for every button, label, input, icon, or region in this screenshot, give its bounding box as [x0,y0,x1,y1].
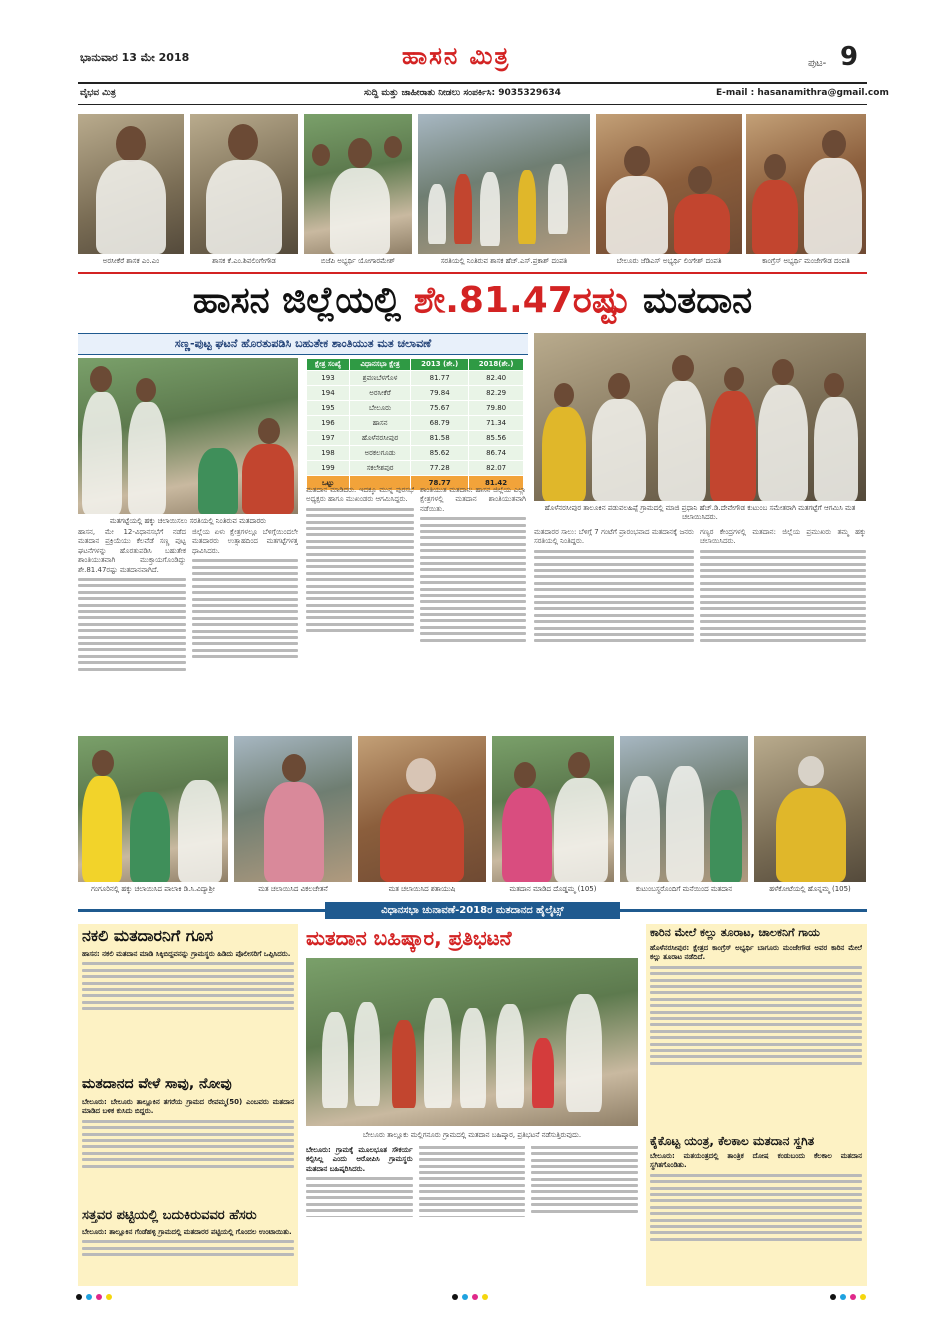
mid-photo-5 [620,736,748,882]
cell-2018: 71.34 [469,416,524,431]
top-caption-3: ಬಿಜೆಪಿ ಅಭ್ಯರ್ಥಿ ಯೋಗಾರಮೇಶ್ [320,257,396,265]
top-caption-6: ಕಾಂಗ್ರೆಸ್ ಅಭ್ಯರ್ಥಿ ಮಂಜೇಗೌಡ ದಂಪತಿ [762,257,850,265]
mid-caption-6: ಹಳೆಕೋಟೆಯಲ್ಲಿ ಹೊನ್ನಮ್ಮ (105) [769,885,851,893]
header-rule [78,82,867,84]
results-header-row [307,359,524,371]
top-caption-4: ಸರತಿಯಲ್ಲಿ ನಿಂತಿರುವ ಶಾಸಕ ಹೆಚ್.ಎಸ್.ಪ್ರಕಾಶ್ ದಂಪತಿ [440,257,568,265]
dead-list-text [82,1228,294,1284]
mid-caption-2: ಮತ ಚಲಾಯಿಸಿದ ವಿಕಲಚೇತನೆ [258,885,328,893]
death-text-span: ಬೇಲೂರು: ಬೇಲೂರು ತಾಲ್ಲೂಕಿನ ತಗರೆಯ ಗ್ರಾಮದ ರೇವಮ್ಮ(50) ಎಂಬವರು ಮತದಾನ ಮಾಡಿದ ಬಳಿಕ ಕುಸಿದು ಬಿದ್ದರು. [82,1098,294,1116]
table-row [307,386,524,401]
cell-total-2018: 81.42 [469,476,524,491]
left-tag: ವೈಭವ ಮಿತ್ರ [80,88,116,98]
cell-name: ಶ್ರವಣಬೆಳಗೊಳ [349,371,410,386]
header-date: ಭಾನುವಾರ 13 ಮೇ 2018 [80,51,190,64]
dead-list-headline: ಸತ್ತವರ ಪಟ್ಟಿಯಲ್ಲಿ ಬದುಕಿರುವವರ ಹೆಸರು [82,1208,257,1223]
page-number: 9 [840,42,859,72]
main-headline [78,278,867,324]
header-rule-2 [78,104,867,105]
header-2013: 2013 (ಶೇ.) [411,359,469,371]
cell-2013: 79.84 [411,386,469,401]
table-row [307,431,524,446]
top-photo-3 [304,114,412,254]
top-caption-1: ಅರಸೀಕೆರೆ ಶಾಸಕ ಎಂ.ಎಂ [102,257,160,265]
cell-2018: 82.40 [469,371,524,386]
header-constituency-no: ಕ್ಷೇತ್ರ ಸಂಖ್ಯೆ [307,359,350,371]
reg-dot [96,1294,102,1300]
stone-pelting-text-span: ಹೊಳೆನರಸೀಪುರ: ಕ್ಷೇತ್ರದ ಕಾಂಗ್ರೆಸ್ ಅಭ್ಯರ್ಥಿ ಬಾಗೂರು ಮಂಜೇಗೌಡ ಅವರ ಕಾರಿನ ಮೇಲೆ ಕಲ್ಲು ತೂರಾಟ ನಡೆದಿದೆ. [650,944,862,962]
headline-rule-top [78,272,867,274]
article-col-2-text: ಜಿಲ್ಲೆಯ ಏಳು ಕ್ಷೇತ್ರಗಳಲ್ಲೂ ಬೆಳಿಗ್ಗೆಯಿಂದಲೇ ಮತದಾರರು ಉತ್ಸಾಹದಿಂದ ಮತಗಟ್ಟೆಗಳತ್ತ ಧಾವಿಸಿದರು. [192,528,298,555]
right-photo-caption: ಹೊಳೆನರಸೀಪುರ ತಾಲೂಕಿನ ಪಡುವಲಹಿಪ್ಪೆ ಗ್ರಾಮದಲ್ಲಿ ಮಾಜಿ ಪ್ರಧಾನಿ ಹೆಚ್.ಡಿ.ದೇವೇಗೌಡ ಕುಟುಂಬ ಸಮೇತರಾಗಿ ಮತಗಟ್ಟೆಗೆ ಆಗಮಿಸಿ ಮತ ಚಲಾಯಿಸಿದರು. [544,504,856,521]
cell-no: 195 [307,401,350,416]
article-col-5-text: ಮತದಾರರ ಸಾಲು: ಬೆಳಿಗ್ಗೆ 7 ಗಂಟೆಗೆ ಪ್ರಾರಂಭವಾದ ಮತದಾನಕ್ಕೆ ಜನರು ಸರತಿಯಲ್ಲಿ ನಿಂತಿದ್ದರು. [534,528,694,546]
left-photo-caption: ಮತಗಟ್ಟೆಯಲ್ಲಿ ಹಕ್ಕು ಚಲಾಯಿಸಲು ಸರತಿಯಲ್ಲಿ ನಿಂತಿರುವ ಮತದಾರರು [109,517,267,525]
cell-2013: 77.28 [411,461,469,476]
top-photo-1 [78,114,184,254]
reg-dot [452,1294,458,1300]
mid-photo-4 [492,736,614,882]
mid-photo-1 [78,736,228,882]
cell-total-2013: 78.77 [411,476,469,491]
top-photo-6 [746,114,866,254]
headline-part-3: ರಷ್ಟು [572,280,631,321]
reg-dot [860,1294,866,1300]
contact-line: ಸುದ್ದಿ ಮತ್ತು ಜಾಹೀರಾತು ನೀಡಲು ಸಂಪರ್ಕಿಸಿ: 9035329634 [364,88,561,98]
cell-2013: 85.62 [411,446,469,461]
article-col-1-text: ಹಾಸನ, ಮೇ 12-ವಿಧಾನಸಭೆಗೆ ನಡೆದ ಮತದಾನ ಪ್ರಕ್ರಿಯೆಯು ಕೆಲವೆಡೆ ಸಣ್ಣ ಪುಟ್ಟ ಘಟನೆಗಳನ್ನು ಹೊರತುಪಡಿಸಿ ಬಹುತೇಕ ಶಾಂತಿಯುತವಾಗಿ ಮುಕ್ತಾಯಗೊಂಡಿದ್ದು ಶೇ.81.47ರಷ್ಟು ಮತದಾನವಾಗಿದೆ. [78,528,186,574]
stone-pelting-text [650,944,862,1130]
stone-pelting-headline: ಕಾರಿನ ಮೇಲೆ ಕಲ್ಲು ತೂರಾಟ, ಚಾಲಕನಿಗೆ ಗಾಯ [650,926,820,939]
mid-caption-5: ಕುಟುಂಬಸ್ಥರೊಂದಿಗೆ ಮನೆಯಿಂದ ಮತದಾನ [635,885,733,893]
cell-name: ಬೇಲೂರು [349,401,410,416]
header-2018: 2018(ಶೇ.) [469,359,524,371]
cell-2013: 75.67 [411,401,469,416]
reg-dot [462,1294,468,1300]
death-headline: ಮತದಾನದ ವೇಳೆ ಸಾವು, ನೋವು [82,1076,232,1092]
machine-failure-text-span: ಬೇಲೂರು: ಮತಯಂತ್ರದಲ್ಲಿ ತಾಂತ್ರಿಕ ದೋಷ ಕಂಡುಬಂದು ಕೆಲಕಾಲ ಮತದಾನ ಸ್ಥಗಿತಗೊಂಡಿತು. [650,1152,862,1170]
article-col-3 [306,486,414,728]
table-row [307,446,524,461]
reg-dot [86,1294,92,1300]
top-caption-2: ಶಾಸಕ ಕೆ.ಎಂ.ಶಿವಲಿಂಗೇಗೌಡ [212,257,276,265]
cell-no: 193 [307,371,350,386]
cell-no: 196 [307,416,350,431]
boycott-caption: ಬೇಲೂರು ತಾಲ್ಲೂಕು ಮಲ್ಲಿಗನೂರು ಗ್ರಾಮದಲ್ಲಿ ಮತದಾನ ಬಹಿಷ್ಕಾರ, ಪ್ರತಿಭಟನೆ ನಡೆಸುತ್ತಿರುವುದು. [362,1131,582,1139]
machine-failure-headline: ಕೈಕೊಟ್ಟ ಯಂತ್ರ, ಕೆಲಕಾಲ ಮತದಾನ ಸ್ಥಗಿತ [650,1134,815,1148]
cell-2013: 81.77 [411,371,469,386]
fake-voter-headline: ನಕಲಿ ಮತದಾರನಿಗೆ ಗೂಸ [82,926,214,945]
results-table [306,358,524,491]
top-photo-2 [190,114,298,254]
boycott-text-span: ಬೇಲೂರು: ಗ್ರಾಮಕ್ಕೆ ಮೂಲಭೂತ ಸೌಕರ್ಯ ಕಲ್ಪಿಸಿಲ್ಲ ಎಂದು ಆರೋಪಿಸಿ ಗ್ರಾಮಸ್ಥರು ಮತದಾನ ಬಹಿಷ್ಕರಿಸಿದರು. [306,1146,413,1173]
top-photo-5 [596,114,742,254]
devegowda-family-photo [534,333,866,501]
cell-2013: 81.58 [411,431,469,446]
fake-voter-text-span: ಹಾಸನ: ನಕಲಿ ಮತದಾನ ಮಾಡಿ ಸಿಕ್ಕಿಬಿದ್ದವನನ್ನು ಗ್ರಾಮಸ್ಥರು ಹಿಡಿದು ಪೊಲೀಸರಿಗೆ ಒಪ್ಪಿಸಿದರು. [82,950,291,958]
headline-part-2: ಶೇ.81.47 [413,280,573,321]
boycott-headline: ಮತದಾನ ಬಹಿಷ್ಕಾರ, ಪ್ರತಿಭಟನೆ [306,926,512,950]
cell-no: 199 [307,461,350,476]
cell-name: ಹೊಳೆನರಸೀಪುರ [349,431,410,446]
page-label: ಪುಟ- [808,58,827,69]
reg-dot [472,1294,478,1300]
top-caption-5: ಬೇಲೂರು ಜೆಡಿಎಸ್ ಅಭ್ಯರ್ಥಿ ಲಿಂಗೇಶ್ ದಂಪತಿ [616,257,722,265]
headline-part-4: ಮತದಾನ [642,280,753,321]
reg-dot [850,1294,856,1300]
article-col-6-text: ಗಣ್ಯರ ಕೇಂದ್ರಗಳಲ್ಲಿ ಮತದಾನ: ಜಿಲ್ಲೆಯ ಪ್ರಮುಖರು ತಮ್ಮ ಹಕ್ಕು ಚಲಾಯಿಸಿದರು. [700,528,866,546]
dead-list-text-span: ಬೇಲೂರು: ತಾಲ್ಲೂಕಿನ ಗೆಂಡೆಹಳ್ಳಿ ಗ್ರಾಮದಲ್ಲಿ ಮತದಾರರ ಪಟ್ಟಿಯಲ್ಲಿ ಗೊಂದಲ ಉಂಟಾಯಿತು. [82,1228,292,1236]
cell-2018: 85.56 [469,431,524,446]
boycott-text [306,1146,638,1286]
cell-2018: 82.07 [469,461,524,476]
mid-photo-2 [234,736,352,882]
cell-name: ಸಕಲೇಶಪುರ [349,461,410,476]
masthead: ಹಾಸನ ಮಿತ್ರ [402,42,511,70]
cell-2018: 79.80 [469,401,524,416]
cell-no: 198 [307,446,350,461]
cell-no: 194 [307,386,350,401]
table-row [307,401,524,416]
headline-part-1: ಹಾಸನ ಜಿಲ್ಲೆಯಲ್ಲಿ [192,280,402,321]
mid-photo-3 [358,736,486,882]
article-col-4 [420,486,526,728]
cell-name: ಅರಕಲಗೂಡು [349,446,410,461]
boycott-photo [306,958,638,1126]
mid-photo-6 [754,736,866,882]
machine-failure-text [650,1152,862,1284]
left-queue-photo [78,358,298,514]
header-constituency: ವಿಧಾನಸಭಾ ಕ್ಷೇತ್ರ [349,359,410,371]
article-col-2 [192,528,298,728]
table-row [307,416,524,431]
mid-caption-4: ಮತದಾನ ಮಾಡಿದ ದೊಡ್ಡಮ್ಮ (105) [509,885,597,893]
cell-2018: 86.74 [469,446,524,461]
article-col-5 [534,528,694,728]
mid-caption-1: ಗಂಗೂರಿನಲ್ಲಿ ಹಕ್ಕು ಚಲಾಯಿಸಿದ ಪಾಲಾಕಿ ಡಿ.ಸಿ.ವಿದ್ಯಾಶ್ರೀ [91,885,215,893]
cell-2013: 68.79 [411,416,469,431]
article-col-4-text: ಶಾಂತಿಯುತ ಮತದಾನ: ಹಾಸನ ಜಿಲ್ಲೆಯ ಎಲ್ಲಾ ಕ್ಷೇತ್ರಗಳಲ್ಲಿ ಮತದಾನ ಶಾಂತಿಯುತವಾಗಿ ನಡೆಯಿತು. [420,486,526,513]
cell-name: ಹಾಸನ [349,416,410,431]
article-col-3-text: ಮತದಾನ ಮಾಡಿದರು. ಇದಕ್ಕೂ ಮುನ್ನ ಪುರಸಭೆ ಅಧ್ಯಕ್ಷರು ಹಾಗೂ ಮುಖಂಡರು ಆಗಮಿಸಿದ್ದರು. [306,486,414,504]
subheadline: ಸಣ್ಣ-ಪುಟ್ಟ ಘಟನೆ ಹೊರತುಪಡಿಸಿ ಬಹುತೇಕ ಶಾಂತಿಯುತ ಮತ ಚಲಾವಣೆ [78,333,528,355]
reg-dot [482,1294,488,1300]
article-col-6 [700,528,866,728]
article-col-1 [78,528,186,728]
section-band: ವಿಧಾನಸಭಾ ಚುನಾವಣೆ-2018ರ ಮತದಾನದ ಹೈಲೈಟ್ಸ್ [325,902,620,919]
cell-2018: 82.29 [469,386,524,401]
reg-dot [830,1294,836,1300]
fake-voter-text [82,950,294,1052]
cell-total-label: ಒಟ್ಟು [307,476,350,491]
mid-caption-3: ಮತ ಚಲಾಯಿಸಿದ ಶತಾಯುಷಿ [388,885,456,893]
death-text [82,1098,294,1202]
reg-dot [106,1294,112,1300]
email-line: E-mail : hasanamithra@gmail.com [716,88,889,98]
table-row [307,371,524,386]
cell-name: ಅರಸೀಕೆರೆ [349,386,410,401]
reg-dot [76,1294,82,1300]
top-photo-4 [418,114,590,254]
reg-dot [840,1294,846,1300]
cell-no: 197 [307,431,350,446]
table-row [307,461,524,476]
